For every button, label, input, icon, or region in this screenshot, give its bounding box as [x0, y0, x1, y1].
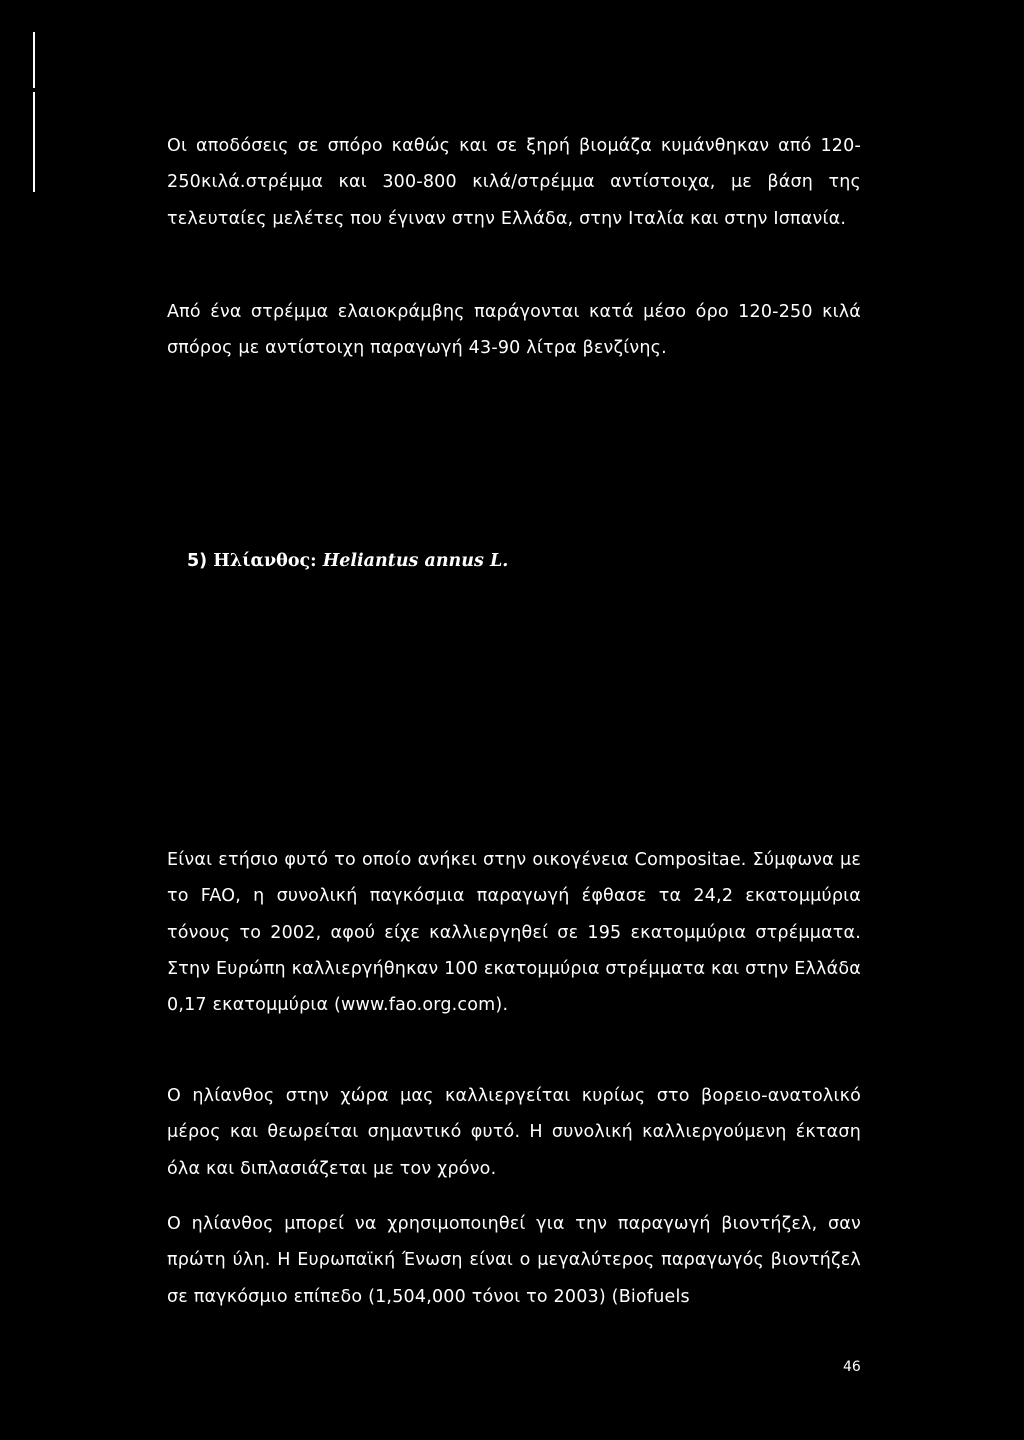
scan-margin-line	[33, 32, 35, 88]
section-name: Ηλίανθος:	[213, 551, 317, 571]
paragraph-sunflower-greece: Ο ηλίανθος στην χώρα μας καλλιεργείται κυρίως στο βορειο-ανατολικό μέρος και θεωρείται σημαντικό φυτό. Η συνολική καλλιεργούμενη έκταση όλα και διπλασιάζεται με τον χρόνο.	[167, 1086, 861, 1179]
paragraph-sunflower-biodiesel: Ο ηλίανθος μπορεί να χρησιμοποιηθεί για την παραγωγή βιοντήζελ, σαν πρώτη ύλη. Η Ευρωπαϊκή Ένωση είναι ο μεγαλύτερος παραγωγός βιοντήζελ σε παγκόσμιο επίπεδο (1,504,000 τόνοι το 2003) (Biofuels	[167, 1214, 861, 1307]
paragraph-per-stremma: Από ένα στρέμμα ελαιοκράμβης παράγονται κατά μέσο όρο 120-250 κιλά σπόρος με αντίστοιχη παραγωγή 43-90 λίτρα βενζίνης.	[167, 302, 861, 359]
section-number: 5)	[187, 551, 208, 571]
paragraph-sunflower-intro: Είναι ετήσιο φυτό το οποίο ανήκει στην οικογένεια Compositae. Σύμφωνα με το FAO, η συνολική παγκόσμια παραγωγή έφθασε τα 24,2 εκατομμύρια τόνους το 2002, αφού είχε καλλιεργηθεί σε 195 εκατομμύρια στρέμματα. Στην Ευρώπη καλλιεργήθηκαν 100 εκατομμύρια στρέμματα και στην Ελλάδα 0,17 εκατομμύρια (www.fao.org.com).	[167, 850, 861, 1016]
paragraph-yields: Οι αποδόσεις σε σπόρο καθώς και σε ξηρή βιομάζα κυμάνθηκαν από 120-250κιλά.στρέμμα και 300-800 κιλά/στρέμμα αντίστοιχα, με βάση της τελευταίες μελέτες που έγιναν στην Ελλάδα, στην Ιταλία και στην Ισπανία.	[167, 136, 861, 229]
page-number: 46	[843, 1359, 861, 1375]
section-heading	[187, 549, 508, 573]
section-latin-name: Heliantus annus L.	[322, 551, 509, 571]
scan-margin-line	[33, 92, 35, 192]
